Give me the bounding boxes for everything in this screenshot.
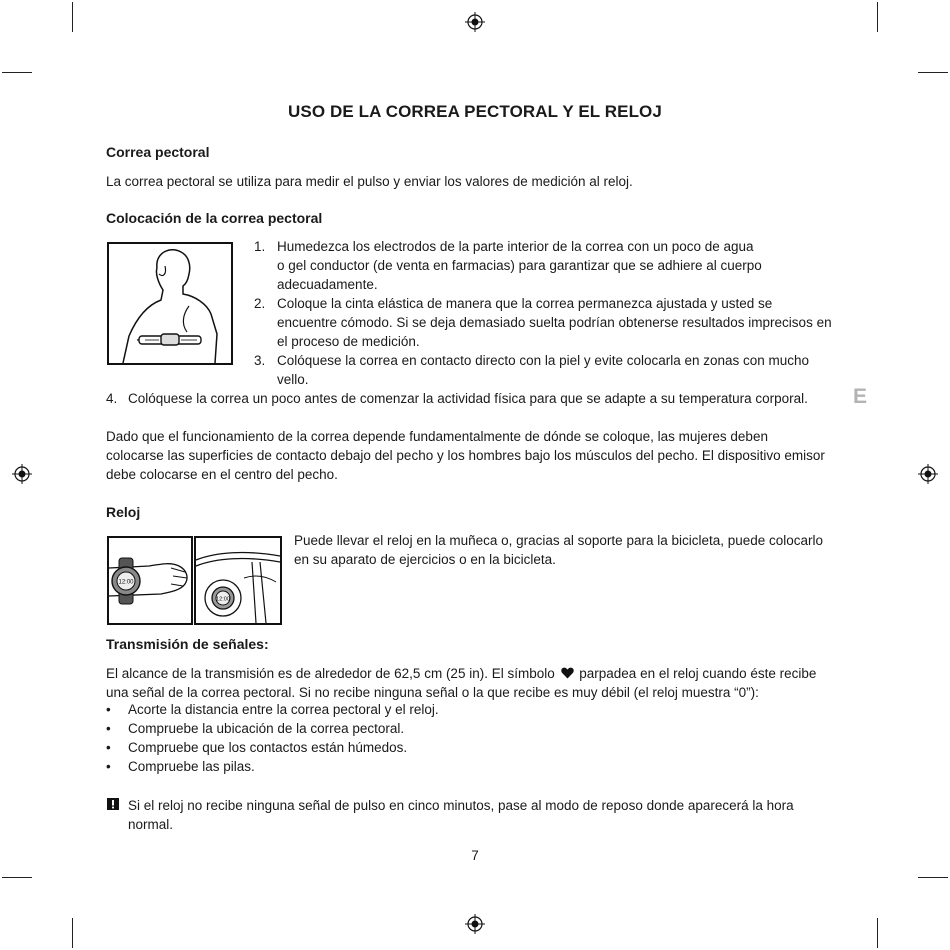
crop-mark: [2, 877, 32, 878]
crop-mark: [877, 2, 878, 32]
crop-mark: [72, 2, 73, 32]
chest-strap-text: La correa pectoral se utiliza para medir el pulso y enviar los valores de medición al reloj.: [106, 174, 633, 189]
registration-mark-icon: [918, 464, 938, 484]
crop-mark: [72, 918, 73, 948]
placement-paragraph: Dado que el funcionamiento de la correa depende fundamentalmente de dónde se coloque, las mujeres deben colocarse las superficies de contacto debajo del pecho y los hombres bajo los músculos del pecho. El dispositivo emisor debe colocarse en el centro del pecho.: [106, 429, 825, 482]
note-text: Si el reloj no recibe ninguna señal de pulso en cinco minutos, pase al modo de reposo donde aparecerá la hora normal.: [128, 798, 794, 832]
signal-paragraph: El alcance de la transmisión es de alrededor de 62,5 cm (25 in). El símbolo parpadea en el reloj cuando éste recibe una señal de la correa pectoral. Si no recibe ninguna señal o la que recibe es muy débil (el reloj muestra “0”):: [106, 666, 817, 700]
watch-face-text: 12:00: [216, 596, 230, 603]
bicycle-watch-illustration: [194, 536, 282, 625]
crop-mark: [918, 72, 948, 73]
placement-steps-list: [250, 237, 850, 389]
registration-mark-icon: [12, 464, 32, 484]
signal-heading: Transmisión de señales:: [106, 636, 269, 652]
list-item: 3. Colóquese la correa en contacto directo con la piel y evite colocarla en zonas con mucho vello.: [254, 353, 810, 387]
list-item: 1. Humedezca los electrodos de la parte interior de la correa con un poco de agua o gel conductor (de venta en farmacias) para garantizar que se adhiere al cuerpo adecuadamente.: [254, 239, 762, 292]
placement-heading: Colocación de la correa pectoral: [106, 210, 323, 226]
signal-checklist: [106, 700, 806, 776]
list-item: • Compruebe la ubicación de la correa pectoral.: [106, 721, 405, 736]
wrist-watch-illustration: [107, 536, 193, 625]
watch-heading: Reloj: [106, 504, 141, 520]
heart-icon: [561, 667, 574, 679]
placement-step-4-number: 4.: [106, 391, 118, 406]
list-item: • Acorte la distancia entre la correa pectoral y el reloj.: [106, 702, 439, 717]
watch-text: Puede llevar el reloj en la muñeca o, gracias al soporte para la bicicleta, puede colocarlo en su aparato de ejercicios o en la bicicleta.: [294, 533, 824, 567]
crop-mark: [2, 72, 32, 73]
chest-strap-heading: Correa pectoral: [106, 144, 210, 160]
chest-strap-illustration: [107, 242, 233, 365]
exclamation-icon: [107, 798, 119, 810]
section-tab-letter: E: [853, 385, 868, 408]
person-wearing-strap-icon: [109, 244, 231, 363]
crop-mark: [877, 918, 878, 948]
registration-mark-icon: [465, 914, 485, 934]
list-item: • Compruebe que los contactos están húmedos.: [106, 740, 408, 755]
crop-mark: [918, 877, 948, 878]
page-title: USO DE LA CORREA PECTORAL Y EL RELOJ: [288, 102, 662, 121]
list-item: 2. Coloque la cinta elástica de manera que la correa permanezca ajustada y usted se encuentre cómodo. Si se deja demasiado suelta podrían obtenerse resultados imprecisos en el proceso de medición.: [254, 296, 832, 349]
registration-mark-icon: [465, 12, 485, 32]
list-item: • Compruebe las pilas.: [106, 759, 255, 774]
placement-step-4-text: Colóquese la correa un poco antes de comenzar la actividad física para que se adapte a su temperatura corporal.: [128, 391, 808, 406]
page-number: 7: [471, 848, 479, 863]
watch-face-text: 12:00: [118, 579, 134, 586]
